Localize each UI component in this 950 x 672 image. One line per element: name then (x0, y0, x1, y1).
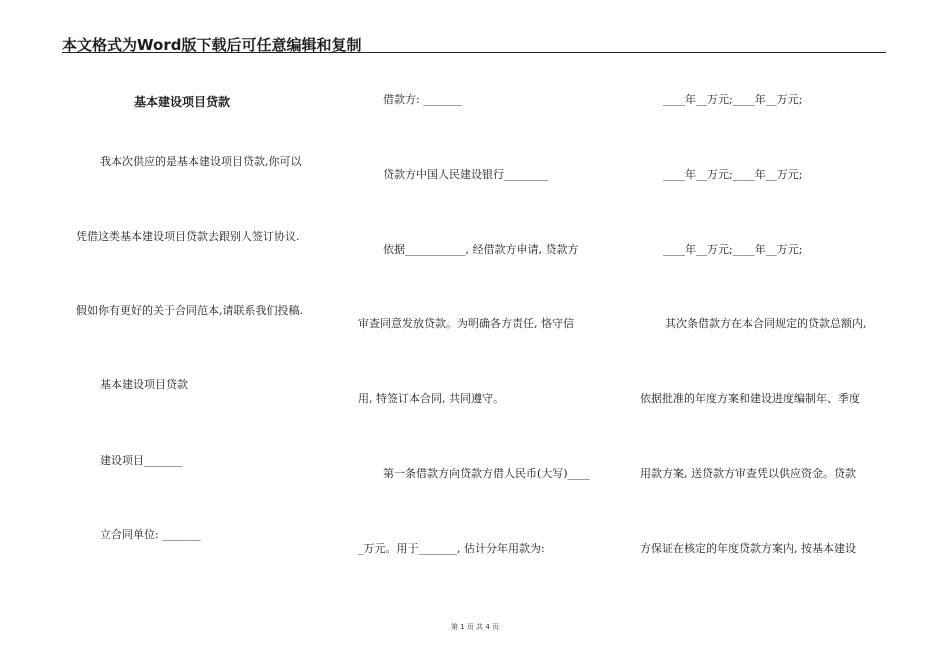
paragraph-line: 立合同单位: _______ (100, 528, 201, 541)
paragraph-line: 依据___________, 经借款方申请, 贷款方 (383, 243, 579, 256)
paragraph-line: 凭借这类基本建设项目贷款去跟别人签订协议. (76, 230, 300, 243)
paragraph-line: 依据批准的年度方案和建设进度编制年、季度 (640, 392, 860, 405)
paragraph-line: ____年__万元;____年__万元; (663, 93, 803, 106)
paragraph-line: 用, 特签订本合同, 共同遵守。 (358, 392, 504, 405)
page-number: 第 1 页 共 4 页 (450, 623, 500, 631)
paragraph-line: 贷款方中国人民建设银行________ (383, 168, 548, 181)
paragraph-line: 用款方案, 送贷款方审查凭以供应资金。贷款 (640, 467, 856, 480)
paragraph-line: 第一条借款方向贷款方借人民币(大写)____ (383, 467, 590, 480)
paragraph-line: 借款方: _______ (383, 93, 462, 106)
paragraph-line: 假如你有更好的关于合同范本,请联系我们投稿. (76, 304, 303, 317)
paragraph-line: 建设项目_______ (100, 454, 183, 467)
header-title: 本文格式为Word版下载后可任意编辑和复制 (62, 36, 362, 54)
paragraph-line: 我本次供应的是基本建设项目贷款,你可以 (100, 155, 302, 168)
document-title: 基本建设项目贷款 (134, 95, 231, 109)
paragraph-line: ____年__万元;____年__万元; (663, 243, 803, 256)
header-divider (62, 52, 886, 53)
paragraph-line: _万元。用于_______, 估计分年用款为: (358, 542, 545, 555)
paragraph-line: 审查同意发放贷款。为明确各方责任, 恪守信 (358, 317, 574, 330)
paragraph-line: ____年__万元;____年__万元; (663, 168, 803, 181)
paragraph-line: 基本建设项目贷款 (100, 378, 188, 391)
paragraph-line: 其次条借款方在本合同规定的贷款总额内, (665, 317, 867, 330)
paragraph-line: 方保证在核定的年度贷款方案内, 按基本建设 (640, 542, 856, 555)
